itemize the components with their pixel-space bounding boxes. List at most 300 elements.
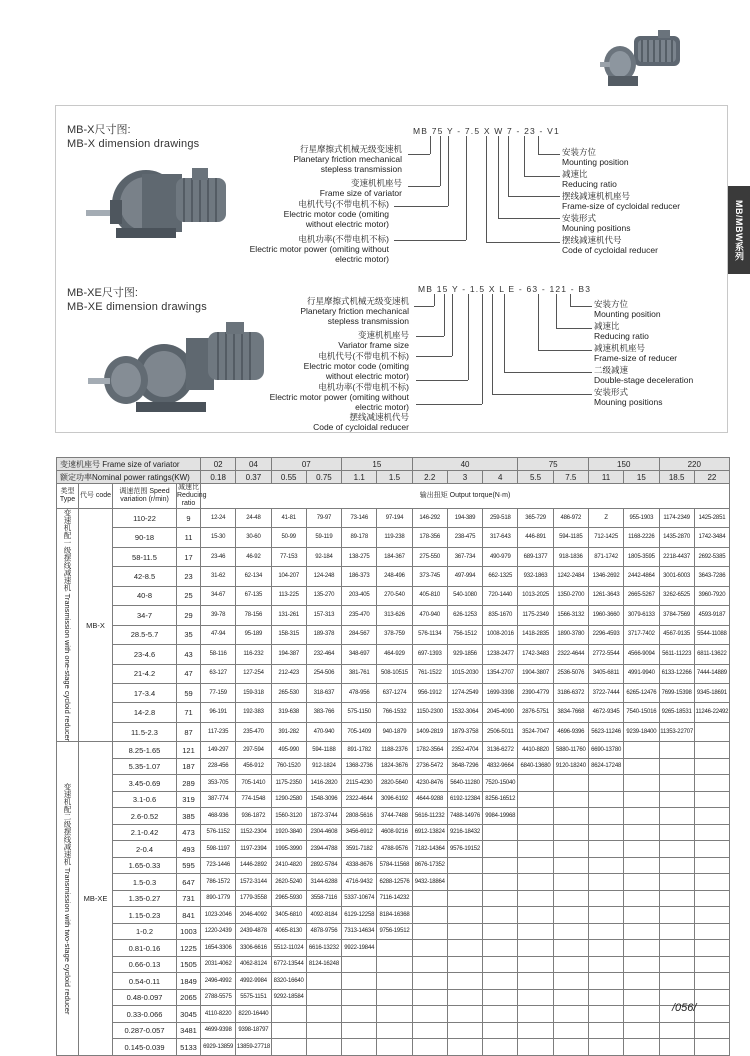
torque-cell: 774-1548	[236, 791, 271, 808]
torque-cell	[588, 890, 623, 907]
torque-cell: 7444-14889	[694, 664, 729, 683]
ratio-cell: 71	[177, 703, 201, 722]
torque-cell: 24-48	[236, 509, 271, 528]
torque-cell: 761-1522	[412, 664, 447, 683]
ratio-cell: 289	[177, 775, 201, 792]
mbx-label-install-cn: 安装形式	[562, 213, 597, 223]
mbxe-label-mount-en: Mounting position	[594, 309, 661, 319]
torque-cell	[659, 758, 694, 775]
torque-cell	[306, 989, 341, 1006]
type-header: 类型 Type	[57, 484, 79, 509]
torque-cell	[588, 973, 623, 990]
torque-cell: 3784-7569	[659, 606, 694, 625]
torque-cell	[694, 1022, 729, 1039]
ratio-header: 减速比 Reducing ratio	[177, 484, 207, 507]
torque-cell: 1446-2892	[236, 857, 271, 874]
torque-cell: 79-97	[306, 509, 341, 528]
ratio-cell: 187	[177, 758, 201, 775]
torque-cell: 1654-3306	[201, 940, 236, 957]
torque-cell	[659, 742, 694, 759]
frame-size-cell: 02	[201, 458, 236, 471]
torque-cell	[483, 841, 518, 858]
torque-cell	[624, 989, 659, 1006]
torque-cell: 2876-5751	[518, 703, 553, 722]
torque-cell	[624, 808, 659, 825]
torque-cell	[271, 1006, 306, 1023]
speed-cell: 5.35-1.07	[113, 758, 177, 775]
torque-cell	[553, 791, 588, 808]
torque-cell: 6929-13859	[201, 1039, 236, 1056]
torque-cell: 5575-1151	[236, 989, 271, 1006]
type-cell	[57, 509, 79, 742]
torque-cell: 598-1197	[201, 841, 236, 858]
torque-cell: 159-318	[236, 683, 271, 702]
torque-cell: 3717-7402	[624, 625, 659, 644]
type-text: 变速机配二级摆线减速机 Transmission with two-stage cycloid reducer	[63, 782, 72, 1015]
torque-cell: 8124-16248	[306, 956, 341, 973]
torque-cell: 4062-8124	[236, 956, 271, 973]
torque-cell: 4566-9094	[624, 645, 659, 664]
mbxe-label-frame-en: Variator frame size	[338, 340, 409, 350]
torque-cell: 2410-4820	[271, 857, 306, 874]
mbxe-label-ratio-en: Reducing ratio	[594, 331, 649, 341]
torque-cell: 5611-11223	[659, 645, 694, 664]
torque-cell: 15-30	[201, 528, 236, 547]
mbxe-label-motor-power-cn: 电机功率(不带电机不标)	[318, 382, 409, 392]
torque-cell: 6690-13780	[588, 742, 623, 759]
torque-cell: 918-1836	[553, 547, 588, 566]
torque-cell: 270-540	[377, 586, 412, 605]
spec-table	[56, 457, 730, 1056]
mbxe-label-install-en: Mouning positions	[594, 397, 663, 407]
torque-cell: 456-912	[236, 758, 271, 775]
torque-cell	[624, 775, 659, 792]
ratio-cell: 9	[177, 509, 201, 528]
torque-cell: 5880-11760	[553, 742, 588, 759]
torque-cell: 835-1670	[483, 606, 518, 625]
frame-size-cell: 75	[518, 458, 589, 471]
torque-cell: 1354-2707	[483, 664, 518, 683]
torque-cell: 77-153	[271, 547, 306, 566]
torque-cell	[553, 808, 588, 825]
ratio-cell: 1225	[177, 940, 201, 957]
table-row	[57, 791, 730, 808]
table-row	[57, 509, 730, 528]
torque-cell	[694, 940, 729, 957]
torque-cell: 1425-2851	[694, 509, 729, 528]
speed-cell: 40-8	[113, 586, 177, 605]
torque-cell	[412, 907, 447, 924]
torque-cell	[624, 824, 659, 841]
torque-cell: 127-254	[236, 664, 271, 683]
torque-cell: 940-1879	[377, 722, 412, 741]
torque-cell: 2506-5011	[483, 722, 518, 741]
power-cell: 5.5	[518, 471, 553, 484]
torque-cell: 6265-12476	[624, 683, 659, 702]
torque-cell	[447, 907, 482, 924]
torque-cell	[447, 890, 482, 907]
torque-cell	[447, 973, 482, 990]
torque-cell	[553, 857, 588, 874]
torque-cell: 1699-3398	[483, 683, 518, 702]
table-row	[57, 989, 730, 1006]
torque-cell: 1995-3990	[271, 841, 306, 858]
speed-cell: 42-8.5	[113, 567, 177, 586]
dimension-panel	[55, 105, 728, 433]
torque-cell: 1346-2692	[588, 567, 623, 586]
speed-cell: 11.5-2.3	[113, 722, 177, 741]
torque-cell	[306, 1006, 341, 1023]
torque-cell: 2736-5472	[412, 758, 447, 775]
torque-cell: 228-456	[201, 758, 236, 775]
torque-cell	[694, 841, 729, 858]
torque-cell: 189-378	[306, 625, 341, 644]
torque-cell: 495-990	[271, 742, 306, 759]
torque-cell	[659, 923, 694, 940]
table-row	[57, 758, 730, 775]
torque-cell	[553, 989, 588, 1006]
table-row	[57, 890, 730, 907]
torque-cell: 464-929	[377, 645, 412, 664]
torque-cell	[588, 874, 623, 891]
torque-cell	[694, 775, 729, 792]
torque-cell: 248-496	[377, 567, 412, 586]
torque-cell	[659, 907, 694, 924]
torque-cell: 470-940	[306, 722, 341, 741]
torque-cell	[624, 907, 659, 924]
torque-cell: 11246-22492	[694, 703, 729, 722]
torque-cell: 1197-2394	[236, 841, 271, 858]
mbxe-label-cyc-code-en: Code of cycloidal reducer	[313, 422, 409, 432]
ratio-cell: 17	[177, 547, 201, 566]
torque-cell	[624, 940, 659, 957]
ratio-cell: 473	[177, 824, 201, 841]
torque-cell	[377, 1006, 412, 1023]
mbx-label-frame-cn: 变速机机座号	[350, 178, 402, 188]
torque-cell: 319-638	[271, 703, 306, 722]
torque-cell	[553, 973, 588, 990]
torque-cell	[624, 857, 659, 874]
table-row	[57, 940, 730, 957]
torque-cell: 3262-6525	[659, 586, 694, 605]
ratio-cell: 841	[177, 907, 201, 924]
torque-cell: 259-518	[483, 509, 518, 528]
torque-cell: 317-643	[483, 528, 518, 547]
torque-cell: 1150-2300	[412, 703, 447, 722]
mbx-label-mount-cn: 安装方位	[562, 147, 597, 157]
torque-cell: 12-24	[201, 509, 236, 528]
torque-cell	[553, 824, 588, 841]
torque-cell: 2394-4788	[306, 841, 341, 858]
torque-cell	[483, 874, 518, 891]
table-row	[57, 742, 730, 759]
torque-cell: 2218-4437	[659, 547, 694, 566]
mbx-label-motor-code-en: Electric motor code (omiting without electric motor)	[283, 209, 389, 229]
torque-cell: 3405-6811	[588, 664, 623, 683]
table-row	[57, 645, 730, 664]
torque-cell	[377, 1022, 412, 1039]
torque-cell: 89-178	[342, 528, 377, 547]
speed-cell: 1.5-0.3	[113, 874, 177, 891]
torque-cell: 3456-6912	[342, 824, 377, 841]
torque-cell: 9239-18400	[624, 722, 659, 741]
torque-cell: 4991-9940	[624, 664, 659, 683]
torque-cell: 9756-19512	[377, 923, 412, 940]
torque-cell: 1872-3744	[306, 808, 341, 825]
torque-cell	[659, 1039, 694, 1056]
torque-cell: 2772-5544	[588, 645, 623, 664]
torque-cell	[553, 940, 588, 957]
torque-cell: 284-567	[342, 625, 377, 644]
torque-cell	[553, 874, 588, 891]
frame-size-cell: 40	[412, 458, 518, 471]
torque-cell: 7540-15016	[624, 703, 659, 722]
table-row	[57, 923, 730, 940]
ratio-cell: 11	[177, 528, 201, 547]
torque-cell	[624, 841, 659, 858]
torque-cell: 486-972	[553, 509, 588, 528]
torque-cell: 192-383	[236, 703, 271, 722]
torque-cell: 490-979	[483, 547, 518, 566]
torque-cell: 62-134	[236, 567, 271, 586]
torque-cell: 662-1325	[483, 567, 518, 586]
mbxe-title-cn: MB-XE尺寸图:	[67, 287, 138, 299]
torque-cell: 63-127	[201, 664, 236, 683]
torque-cell: 8676-17352	[412, 857, 447, 874]
torque-cell	[483, 890, 518, 907]
torque-cell: 912-1824	[306, 758, 341, 775]
speed-cell: 1.65-0.33	[113, 857, 177, 874]
torque-cell: 3591-7182	[342, 841, 377, 858]
torque-cell: 1960-3660	[588, 606, 623, 625]
torque-cell: 113-225	[271, 586, 306, 605]
torque-cell: 1572-3144	[236, 874, 271, 891]
mbx-title-en: MB-X dimension drawings	[67, 138, 200, 150]
torque-cell: 265-530	[271, 683, 306, 702]
torque-cell	[271, 1022, 306, 1039]
torque-cell	[694, 1039, 729, 1056]
torque-cell: 4878-9756	[306, 923, 341, 940]
torque-cell	[447, 1039, 482, 1056]
torque-cell	[588, 824, 623, 841]
torque-cell: 5623-11246	[588, 722, 623, 741]
torque-cell: 712-1425	[588, 528, 623, 547]
speed-cell: 1-0.2	[113, 923, 177, 940]
speed-cell: 14-2.8	[113, 703, 177, 722]
torque-cell	[483, 907, 518, 924]
torque-cell	[447, 956, 482, 973]
torque-cell	[518, 857, 553, 874]
torque-cell: 186-373	[342, 567, 377, 586]
torque-cell	[624, 1022, 659, 1039]
torque-cell: 890-1779	[201, 890, 236, 907]
torque-cell: 8256-16512	[483, 791, 518, 808]
frame-row	[57, 458, 730, 471]
torque-cell: 697-1393	[412, 645, 447, 664]
torque-cell: 158-315	[271, 625, 306, 644]
power-cell: 18.5	[659, 471, 694, 484]
torque-cell: 1409-2819	[412, 722, 447, 741]
table-row	[57, 841, 730, 858]
torque-cell: 39-78	[201, 606, 236, 625]
table-row	[57, 824, 730, 841]
torque-cell	[624, 742, 659, 759]
torque-cell: 3744-7488	[377, 808, 412, 825]
torque-cell: 1904-3807	[518, 664, 553, 683]
torque-cell: 367-734	[447, 547, 482, 566]
torque-cell: 138-275	[342, 547, 377, 566]
ratio-cell: 731	[177, 890, 201, 907]
torque-cell: 131-261	[271, 606, 306, 625]
torque-cell	[342, 1006, 377, 1023]
speed-cell: 23-4.6	[113, 645, 177, 664]
torque-cell: 4699-9398	[201, 1022, 236, 1039]
torque-cell	[588, 907, 623, 924]
torque-cell	[518, 907, 553, 924]
torque-cell	[659, 956, 694, 973]
torque-cell	[412, 1039, 447, 1056]
speed-cell: 0.145-0.039	[113, 1039, 177, 1056]
torque-cell	[518, 890, 553, 907]
torque-cell: 3186-6372	[553, 683, 588, 702]
torque-cell: 8320-16640	[271, 973, 306, 990]
torque-cell: 1008-2016	[483, 625, 518, 644]
torque-cell	[377, 956, 412, 973]
torque-cell: 381-761	[342, 664, 377, 683]
table-row	[57, 857, 730, 874]
torque-cell: 540-1080	[447, 586, 482, 605]
torque-cell: 9432-18864	[412, 874, 447, 891]
torque-cell	[342, 989, 377, 1006]
table-row	[57, 956, 730, 973]
torque-cell	[412, 890, 447, 907]
torque-cell: 23-46	[201, 547, 236, 566]
torque-cell: 6616-13232	[306, 940, 341, 957]
mbx-title-cn: MB-X尺寸图:	[67, 124, 131, 136]
torque-cell	[588, 1039, 623, 1056]
torque-cell: 4065-8130	[271, 923, 306, 940]
speed-cell: 17-3.4	[113, 683, 177, 702]
frame-size-cell: 04	[236, 458, 271, 471]
mbx-label-cyc-code-cn: 摆线减速机代号	[562, 235, 622, 245]
torque-cell: 871-1742	[588, 547, 623, 566]
torque-cell: 786-1572	[201, 874, 236, 891]
torque-cell: 2808-5616	[342, 808, 377, 825]
ratio-cell: 1505	[177, 956, 201, 973]
mbx-label-ratio-en: Reducing ratio	[562, 179, 617, 189]
speed-cell: 110-22	[113, 509, 177, 528]
torque-cell: 4338-8676	[342, 857, 377, 874]
torque-cell	[624, 1039, 659, 1056]
torque-cell	[553, 890, 588, 907]
torque-cell: 9398-18797	[236, 1022, 271, 1039]
torque-cell: 1175-2350	[271, 775, 306, 792]
torque-cell	[447, 940, 482, 957]
torque-cell: 1742-3484	[694, 528, 729, 547]
torque-cell	[659, 973, 694, 990]
torque-cell	[483, 940, 518, 957]
table-row	[57, 1006, 730, 1023]
torque-cell	[447, 1022, 482, 1039]
torque-cell: 9265-18531	[659, 703, 694, 722]
torque-cell: 1175-2349	[518, 606, 553, 625]
torque-cell: 1779-3558	[236, 890, 271, 907]
torque-cell: 4696-9396	[553, 722, 588, 741]
torque-cell	[553, 1006, 588, 1023]
torque-cell: 387-774	[201, 791, 236, 808]
ratio-cell: 3481	[177, 1022, 201, 1039]
speed-cell: 0.81-0.16	[113, 940, 177, 957]
torque-cell	[342, 956, 377, 973]
mbxe-label-transmission-cn: 行星摩擦式机械无级变速机	[306, 296, 409, 306]
torque-cell: 9922-19844	[342, 940, 377, 957]
torque-cell: 7313-14634	[342, 923, 377, 940]
torque-cell: 932-1863	[518, 567, 553, 586]
torque-cell: 6192-12384	[447, 791, 482, 808]
torque-cell	[588, 808, 623, 825]
torque-cell: 41-81	[271, 509, 306, 528]
column-header-row	[57, 484, 730, 509]
page-number: /056/	[672, 1002, 697, 1014]
mbx-label-install-en: Mouning positions	[562, 223, 631, 233]
torque-cell: 6133-12266	[659, 664, 694, 683]
torque-cell: 2322-4644	[342, 791, 377, 808]
torque-cell	[659, 824, 694, 841]
torque-cell	[447, 874, 482, 891]
torque-cell: 956-1912	[412, 683, 447, 702]
torque-cell	[694, 1006, 729, 1023]
table-row	[57, 874, 730, 891]
torque-cell	[306, 1039, 341, 1056]
torque-cell: 77-159	[201, 683, 236, 702]
torque-cell: 478-956	[342, 683, 377, 702]
torque-cell	[553, 1022, 588, 1039]
torque-cell: 4230-8476	[412, 775, 447, 792]
torque-cell: 2046-4092	[236, 907, 271, 924]
speed-cell: 0.287-0.057	[113, 1022, 177, 1039]
torque-cell: 4608-9216	[377, 824, 412, 841]
torque-cell	[518, 791, 553, 808]
torque-cell: 2322-4644	[553, 645, 588, 664]
mbxe-label-ratio-cn: 减速比	[594, 321, 620, 331]
torque-cell: 891-1782	[342, 742, 377, 759]
table-row	[57, 567, 730, 586]
torque-cell: 318-637	[306, 683, 341, 702]
torque-cell	[694, 857, 729, 874]
ratio-cell: 595	[177, 857, 201, 874]
torque-cell	[518, 923, 553, 940]
torque-cell	[412, 923, 447, 940]
power-cell: 3	[447, 471, 482, 484]
torque-cell: 594-1185	[553, 528, 588, 547]
table-row	[57, 703, 730, 722]
torque-cell: 4832-9664	[483, 758, 518, 775]
torque-cell: 955-1903	[624, 509, 659, 528]
torque-cell: 497-994	[447, 567, 482, 586]
torque-cell	[659, 841, 694, 858]
ratio-cell: 1849	[177, 973, 201, 990]
torque-cell: 6811-13622	[694, 645, 729, 664]
torque-cell: 705-1409	[342, 722, 377, 741]
power-cell: 15	[624, 471, 659, 484]
torque-cell: 373-745	[412, 567, 447, 586]
torque-cell: 756-1512	[447, 625, 482, 644]
torque-cell: 8184-16368	[377, 907, 412, 924]
mbxe-title-en: MB-XE dimension drawings	[67, 301, 207, 313]
torque-cell: 936-1872	[236, 808, 271, 825]
mbx-label-frame-en: Frame size of variator	[319, 188, 402, 198]
mbx-label-mount-en: Mounting position	[562, 157, 629, 167]
